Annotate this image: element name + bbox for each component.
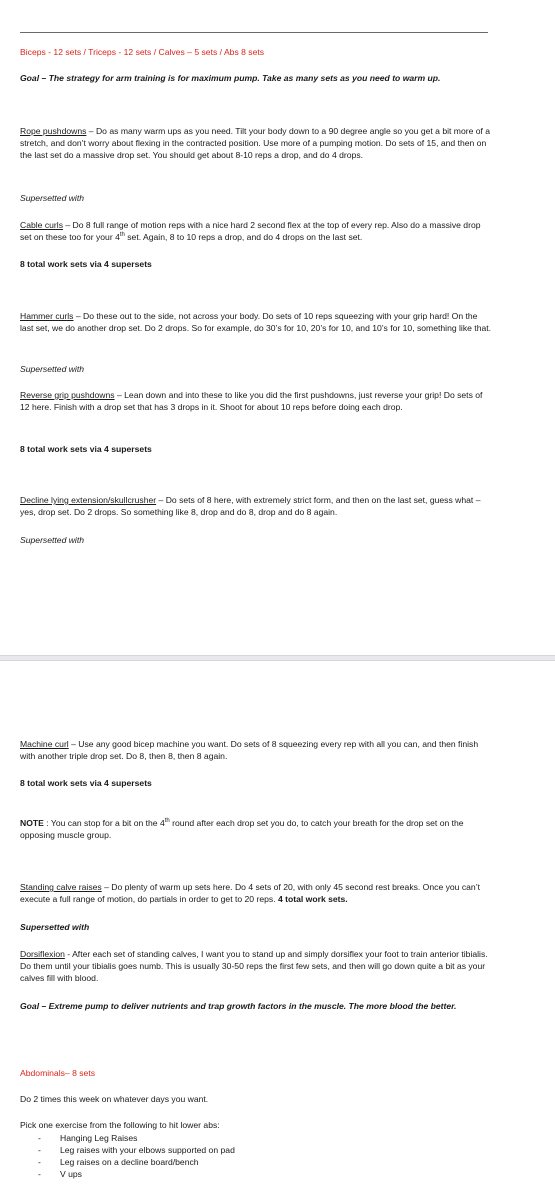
ordinal-suffix: th (164, 818, 170, 825)
exercise-description: – Do as many warm ups as you need. Tilt your body down to a 90 degree angle so you get a bit more of a stretch, and don’t worry about flexing in the contracted position. Use more of a pumping motion. Do sets of 15, and then on the last set do a massive drop set. You should get about 8-10 reps a drop, and do 4 drops. (20, 126, 491, 160)
exercise-name: Reverse grip pushdowns (20, 390, 115, 400)
total-sets-label: 8 total work sets via 4 supersets (20, 444, 152, 454)
rope-pushdowns-paragraph (20, 125, 492, 161)
machine-curl-paragraph (20, 738, 492, 762)
superset-label: Supersetted with (20, 364, 85, 374)
abs-header: Abdominals– 8 sets (20, 1068, 95, 1078)
note-paragraph (20, 817, 492, 841)
bullet: - (38, 1169, 41, 1179)
list-item (20, 1156, 492, 1168)
exercise-description: – Do 8 full range of motion reps with a nice hard 2 second flex at the top of every rep. Also do a massive drop set on these too for your 4 (20, 220, 481, 242)
exercise-name: Dorsiflexion (20, 949, 65, 959)
list-item (20, 1168, 492, 1180)
decline-extension-paragraph (20, 494, 492, 518)
note-text-end: round after each drop set you do, to catch your breath for the drop set on the opposing muscle group. (20, 818, 464, 840)
dorsiflexion-paragraph (20, 948, 492, 984)
exercise-description: – Lean down and into these to like you did the first pushdowns, just reverse your grip! Do sets of 12 here. Finish with a drop set that has 3 drops in it. Shoot for about 10 reps before doing each drop. (20, 390, 483, 412)
list-item-label: Leg raises with your elbows supported on pad (60, 1145, 235, 1155)
hammer-curls-paragraph (20, 310, 492, 334)
note-label: NOTE (20, 818, 44, 828)
header-rule (20, 32, 488, 33)
exercise-name: Machine curl (20, 739, 69, 749)
abs-frequency: Do 2 times this week on whatever days you want. (20, 1094, 209, 1104)
reverse-grip-pushdowns-paragraph (20, 389, 492, 413)
total-sets-label: 8 total work sets via 4 supersets (20, 259, 152, 269)
list-item (20, 1144, 492, 1156)
ordinal-suffix: th (119, 232, 125, 239)
total-sets-label: 8 total work sets via 4 supersets (20, 778, 152, 788)
goal-statement: Goal – Extreme pump to deliver nutrients and trap growth factors in the muscle. The more blood the better. (20, 1001, 457, 1011)
abs-instructions: Pick one exercise from the following to hit lower abs: (20, 1120, 220, 1130)
list-item-label: Hanging Leg Raises (60, 1133, 138, 1143)
exercise-name: Cable curls (20, 220, 63, 230)
bullet: - (38, 1145, 41, 1155)
exercise-name: Hammer curls (20, 311, 74, 321)
exercise-name: Rope pushdowns (20, 126, 87, 136)
cable-curls-paragraph (20, 219, 492, 243)
exercise-name: Decline lying extension/skullcrusher (20, 495, 157, 505)
exercise-description: - After each set of standing calves, I want you to stand up and simply dorsiflex your foot to train anterior tibialis. Do them until your tibialis goes numb. This is usually 30-50 reps the first few sets, and then will go down quite a bit as your calves fill with blood. (20, 949, 488, 983)
list-item-label: V ups (60, 1169, 82, 1179)
exercise-description: – Do plenty of warm up sets here. Do 4 sets of 20, with only 45 second rest breaks. Once you can’t execute a full range of motion, do partials in order to get to 20 reps. (20, 882, 481, 904)
document-page-2 (0, 661, 555, 1200)
note-text: : You can stop for a bit on the 4 (43, 818, 165, 828)
bullet: - (38, 1133, 41, 1143)
exercise-description: – Use any good bicep machine you want. Do sets of 8 squeezing every rep with all you can, and then finish with another triple drop set. Do 8, then 8, then 8 again. (20, 739, 479, 761)
exercise-name: Standing calve raises (20, 882, 102, 892)
superset-label: Supersetted with (20, 535, 85, 545)
total-sets-inline: 4 total work sets. (277, 894, 348, 904)
bullet: - (38, 1157, 41, 1167)
exercise-description: – Do these out to the side, not across your body. Do sets of 10 reps squeezing with your grip hard! On the last set, we do another drop set. Do 2 drops. So for example, do 30’s for 10, 20’s for 10, and 10’s for 10, something like that. (20, 311, 492, 333)
exercise-description: – Do sets of 8 here, with extremely strict form, and then on the last set, guess what – yes, drop set. Do 2 drops. So something like 8, drop and do 8, drop and do 8 again. (20, 495, 481, 517)
superset-label: Supersetted with (20, 922, 90, 932)
abs-exercise-list (20, 1132, 492, 1180)
list-item-label: Leg raises on a decline board/bench (60, 1157, 199, 1167)
standing-calve-raises-paragraph (20, 881, 492, 905)
split-header: Biceps - 12 sets / Triceps - 12 sets / Calves – 5 sets / Abs 8 sets (20, 47, 265, 57)
superset-label: Supersetted with (20, 193, 85, 203)
exercise-description-end: set. Again, 8 to 10 reps a drop, and do 4 drops on the last set. (124, 232, 363, 242)
list-item (20, 1132, 492, 1144)
goal-statement: Goal – The strategy for arm training is for maximum pump. Take as many sets as you need to warm up. (20, 73, 441, 83)
